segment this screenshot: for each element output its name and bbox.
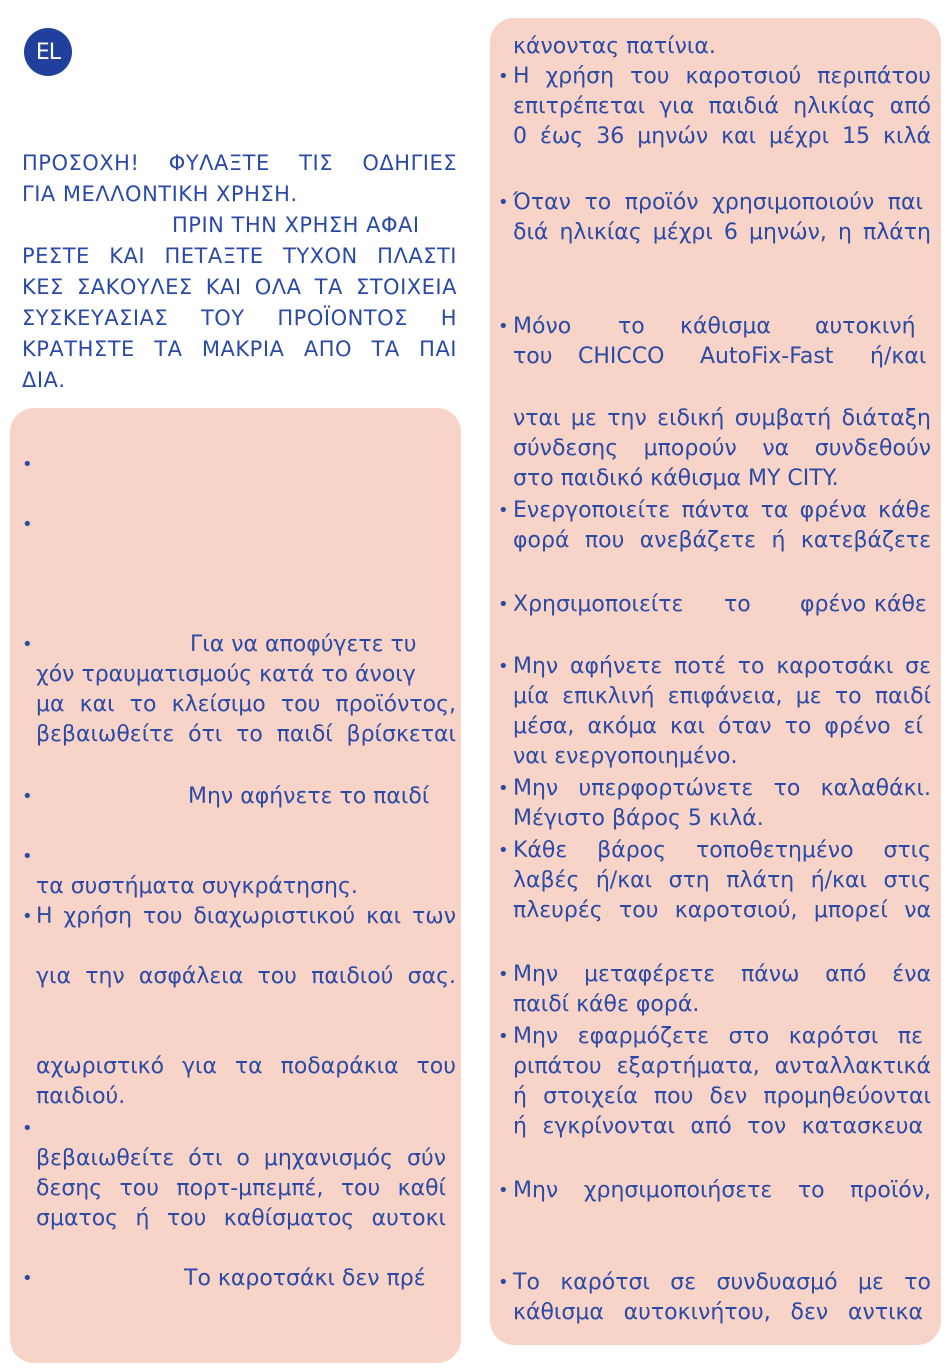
bullet: • (498, 316, 509, 337)
bullet: • (498, 1026, 509, 1047)
warning-line: ΚΕΣ ΣΑΚΟΥΛΕΣ ΚΑΙ ΟΛΑ ΤΑ ΣΤΟΙΧΕΙΑ (22, 275, 457, 299)
text-line: Όταν το προϊόν χρησιμοποιούν παι (513, 190, 923, 215)
text-line: για την ασφάλεια του παιδιού σας. (36, 964, 456, 989)
bullet: • (22, 634, 33, 655)
text-line: μα και το κλείσιμο του προϊόντος, (36, 692, 456, 717)
text-line: CHICCO (578, 344, 665, 369)
text-line: Μην μεταφέρετε πάνω από ένα (513, 962, 931, 987)
text-line: AutoFix-Fast (700, 344, 834, 369)
text-line: Το καροτσάκι δεν πρέ (184, 1266, 426, 1291)
text-line: σύνδεσης μπορούν να συνδεθούν (513, 436, 931, 461)
text-line: ναι ενεργοποιημένο. (513, 744, 738, 769)
text-line: σματος ή του καθίσματος αυτοκι (36, 1206, 446, 1231)
warning-line: ΣΥΣΚΕΥΑΣΙΑΣ ΤΟΥ ΠΡΟΪΟΝΤΟΣ Η (22, 306, 457, 330)
bullet: • (22, 846, 33, 867)
bullet: • (498, 500, 509, 521)
bullet: • (498, 66, 509, 87)
text-line: αχωριστικό για τα ποδαράκια του (36, 1054, 456, 1079)
text-line: το (618, 314, 645, 339)
bullet: • (498, 1272, 509, 1293)
bullet: • (498, 840, 509, 861)
text-line: Μην αφήνετε το παιδί (188, 784, 430, 809)
text-line: νται με την ειδική συμβατή διάταξη (513, 406, 931, 431)
text-line: μέσα, ακόμα και όταν το φρένο εί (513, 714, 923, 739)
language-badge: EL (24, 28, 72, 76)
text-line: επιτρέπεται για παιδιά ηλικίας από (513, 94, 931, 119)
text-line: ή/και (870, 344, 927, 369)
warning-line: ΡΕΣΤΕ ΚΑΙ ΠΕΤΑΞΤΕ ΤΥΧΟΝ ΠΛΑΣΤΙ (22, 244, 457, 268)
bullet: • (498, 594, 509, 615)
warning-block (22, 148, 457, 396)
bullet: • (22, 514, 33, 535)
warning-line: ΓΙΑ ΜΕΛΛΟΝΤΙΚΗ ΧΡΗΣΗ. (22, 182, 298, 206)
warning-line: ΔΙΑ. (22, 368, 66, 392)
bullet: • (498, 192, 509, 213)
text-line: Μέγιστο βάρος 5 κιλά. (513, 806, 764, 831)
text-line: Ενεργοποιείτε πάντα τα φρένα κάθε (513, 498, 931, 523)
warning-line: ΚΡΑΤΗΣΤΕ ΤΑ ΜΑΚΡΙΑ ΑΠΟ ΤΑ ΠΑΙ (22, 337, 457, 361)
text-line: Μην χρησιμοποιήσετε το προϊόν, (513, 1178, 931, 1203)
text-line: δεσης του πορτ-μπεμπέ, του καθί (36, 1176, 446, 1201)
text-line: Μην υπερφορτώνετε το καλαθάκι. (513, 776, 931, 801)
bullet: • (498, 1180, 509, 1201)
text-line: Η χρήση του διαχωριστικού και των (36, 904, 456, 929)
bullet: • (498, 778, 509, 799)
bullet: • (22, 1118, 33, 1139)
text-line: ριπάτου εξαρτήματα, ανταλλακτικά (513, 1054, 931, 1079)
text-line: Για να αποφύγετε τυ (190, 632, 417, 657)
text-line: ή στοιχεία που δεν προμηθεύονται (513, 1084, 931, 1109)
bullet: • (498, 964, 509, 985)
bullet: • (22, 786, 33, 807)
text-line: διά ηλικίας μέχρι 6 μηνών, η πλάτη (513, 220, 931, 245)
text-line: κάθε (874, 592, 927, 617)
text-line: φορά που ανεβάζετε ή κατεβάζετε (513, 528, 931, 553)
text-line: Χρησιμοποιείτε (513, 592, 684, 617)
text-line: παιδιού. (36, 1084, 126, 1109)
text-line: πλευρές του καροτσιού, μπορεί να (513, 898, 931, 923)
bullet: • (22, 454, 33, 475)
text-line: Το καρότσι σε συνδυασμό με το (513, 1270, 931, 1295)
bullet: • (22, 1268, 33, 1289)
text-line: αυτοκινή (815, 314, 916, 339)
text-line: βεβαιωθείτε ότι ο μηχανισμός σύν (36, 1146, 446, 1171)
text-line: Μην εφαρμόζετε στο καρότσι πε (513, 1024, 923, 1049)
bullet: • (22, 906, 33, 927)
text-line: κάθισμα (680, 314, 771, 339)
text-line: ή εγκρίνονται από τον κατασκευα (513, 1114, 923, 1139)
text-line: λαβές ή/και στη πλάτη ή/και στις (513, 868, 931, 893)
text-line: Μην αφήνετε ποτέ το καροτσάκι σε (513, 654, 931, 679)
text-line: τα συστήματα συγκράτησης. (36, 874, 358, 899)
text-line: μία επικλινή επιφάνεια, με το παιδί (513, 684, 931, 709)
text-line: Η χρήση του καροτσιού περιπάτου (513, 64, 931, 89)
text-line: βεβαιωθείτε ότι το παιδί βρίσκεται (36, 722, 456, 747)
warning-line: ΠΡΟΣΟΧΗ! ΦΥΛΑΞΤΕ ΤΙΣ ΟΔΗΓΙΕΣ (22, 151, 457, 175)
text-line: χόν τραυματισμούς κατά το άνοιγ (36, 662, 416, 687)
text-line: φρένο (800, 592, 867, 617)
warning-line: ΠΡΙΝ ΤΗΝ ΧΡΗΣΗ ΑΦΑΙ (172, 213, 420, 237)
text-line: Κάθε βάρος τοποθετημένο στις (513, 838, 931, 863)
text-line: παιδί κάθε φορά. (513, 992, 700, 1017)
text-line: το (724, 592, 751, 617)
text-line: κάνοντας πατίνια. (513, 34, 716, 59)
text-line: στο παιδικό κάθισμα MY CITY. (513, 466, 839, 491)
text-line: 0 έως 36 μηνών και μέχρι 15 κιλά (513, 124, 931, 149)
bullet: • (498, 656, 509, 677)
text-line: κάθισμα αυτοκινήτου, δεν αντικα (513, 1300, 923, 1325)
text-line: του (513, 344, 553, 369)
text-line: Μόνο (513, 314, 572, 339)
